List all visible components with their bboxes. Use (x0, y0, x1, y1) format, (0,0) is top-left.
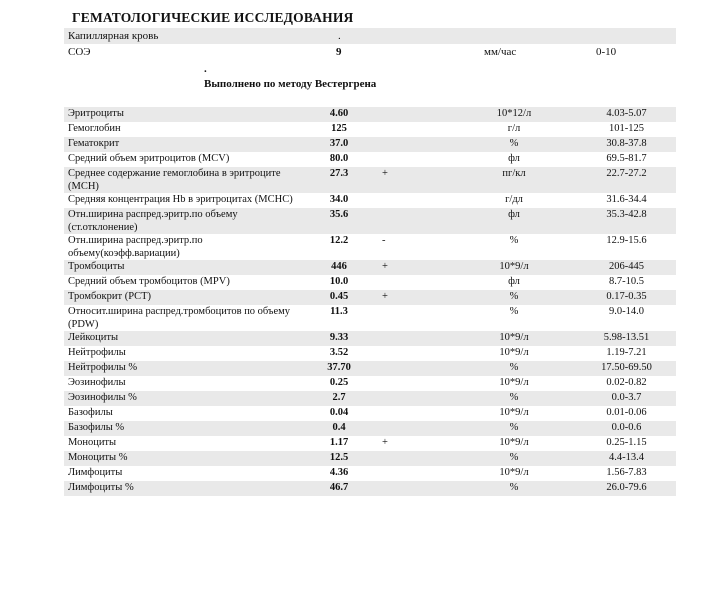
test-unit: фл (451, 208, 576, 234)
test-reference: 17.50-69.50 (576, 361, 676, 376)
result-row (64, 391, 676, 406)
test-name: Отн.ширина распред.эритр.по объему (ст.отклонение) (64, 208, 299, 234)
test-unit: пг/кл (451, 167, 576, 193)
test-flag: + (378, 260, 451, 275)
test-name: Лимфоциты % (64, 481, 299, 496)
test-value: 4.36 (329, 467, 349, 478)
test-name: Гематокрит (64, 137, 299, 152)
test-name: Гемоглобин (68, 123, 121, 134)
test-flag: + (378, 290, 451, 305)
test-reference: 4.4-13.4 (576, 451, 676, 466)
test-value: 80.0 (329, 153, 349, 164)
esr-unit: мм/час (484, 46, 517, 58)
test-reference: 69.5-81.7 (606, 153, 647, 164)
test-flag (378, 376, 451, 391)
test-reference: 206-445 (576, 260, 676, 275)
test-flag (378, 208, 451, 234)
test-unit: % (451, 361, 576, 376)
test-flag (378, 137, 451, 152)
test-reference: 101-125 (609, 123, 644, 134)
test-value: 0.04 (329, 407, 349, 418)
test-flag: + (382, 437, 388, 448)
test-unit: 10*9/л (499, 377, 529, 388)
result-row (64, 421, 676, 436)
result-row (64, 466, 676, 481)
test-value: 0.25 (329, 377, 349, 388)
test-flag (378, 451, 451, 466)
test-reference: 30.8-37.8 (576, 137, 676, 152)
test-value: 46.7 (299, 481, 378, 496)
esr-value: 9 (336, 46, 342, 58)
result-row (64, 481, 676, 496)
test-unit: % (509, 235, 519, 246)
result-row (64, 290, 676, 305)
test-value: 35.6 (299, 208, 378, 234)
test-unit: % (451, 391, 576, 406)
result-row (64, 167, 676, 193)
test-flag (378, 122, 451, 137)
result-row (64, 331, 676, 346)
sample-mark: . (338, 30, 341, 42)
test-reference: 0.0-3.7 (576, 391, 676, 406)
report-title: ГЕМАТОЛОГИЧЕСКИЕ ИССЛЕДОВАНИЯ (72, 10, 354, 25)
test-name: Нейтрофилы % (64, 361, 299, 376)
result-row (64, 193, 676, 208)
test-reference: 0.0-0.6 (576, 421, 676, 436)
test-reference: 0.17-0.35 (576, 290, 676, 305)
method-mark: . (204, 63, 207, 75)
results-table (64, 107, 676, 496)
test-unit: 10*9/л (499, 467, 529, 478)
test-flag (378, 481, 451, 496)
test-reference: 1.19-7.21 (606, 347, 647, 358)
test-name: Средняя концентрация Hb в эритроцитах (MCHC) (68, 194, 293, 205)
test-reference: 0.25-1.15 (606, 437, 647, 448)
result-row (64, 451, 676, 466)
test-reference: 35.3-42.8 (576, 208, 676, 234)
test-unit: % (451, 290, 576, 305)
test-value: 1.17 (329, 437, 349, 448)
test-name: Нейтрофилы (68, 347, 126, 358)
test-name: Базофилы % (64, 421, 299, 436)
test-flag (378, 421, 451, 436)
test-reference: 5.98-13.51 (576, 331, 676, 346)
test-reference: 4.03-5.07 (576, 107, 676, 122)
result-row (64, 152, 676, 167)
result-row (64, 376, 676, 391)
test-flag: - (382, 235, 386, 246)
result-row (64, 305, 676, 331)
test-flag (378, 275, 451, 290)
test-reference: 0.01-0.06 (606, 407, 647, 418)
test-flag: + (378, 167, 451, 193)
test-unit: % (451, 137, 576, 152)
test-flag (378, 331, 451, 346)
test-name: Тромбокрит (PCT) (64, 290, 299, 305)
test-reference: 9.0-14.0 (609, 306, 644, 317)
test-name: Отн.ширина распред.эритр.по объему(коэфф.вариации) (68, 235, 203, 259)
test-name: Эозинофилы (68, 377, 126, 388)
test-reference: 8.7-10.5 (609, 276, 644, 287)
result-row (64, 107, 676, 122)
test-name: Относит.ширина распред.тромбоцитов по объему (PDW) (68, 306, 290, 330)
test-unit: г/л (507, 123, 521, 134)
result-row (64, 122, 676, 137)
test-reference: 1.56-7.83 (606, 467, 647, 478)
test-name: Базофилы (68, 407, 113, 418)
test-name: Эритроциты (64, 107, 299, 122)
test-flag (378, 305, 451, 331)
test-unit: % (451, 421, 576, 436)
test-unit: 10*9/л (451, 331, 576, 346)
test-value: 0.45 (299, 290, 378, 305)
test-value: 2.7 (299, 391, 378, 406)
test-reference: 31.6-34.4 (606, 194, 647, 205)
test-value: 27.3 (299, 167, 378, 193)
sample-type: Капиллярная кровь (68, 30, 159, 42)
test-reference: 12.9-15.6 (606, 235, 647, 246)
result-row (64, 406, 676, 421)
test-unit: 10*9/л (499, 407, 529, 418)
test-unit: % (509, 306, 519, 317)
result-row (64, 436, 676, 451)
result-row (64, 208, 676, 234)
method-note: Выполнено по методу Вестергрена (204, 78, 377, 90)
result-row (64, 260, 676, 275)
test-name: Эозинофилы % (64, 391, 299, 406)
test-value: 11.3 (330, 306, 348, 317)
test-name: Средний объем эритроцитов (MCV) (68, 153, 230, 164)
test-value: 37.0 (299, 137, 378, 152)
test-value: 34.0 (329, 194, 349, 205)
test-flag (378, 466, 451, 481)
test-reference: 22.7-27.2 (576, 167, 676, 193)
test-name: Лейкоциты (64, 331, 299, 346)
test-reference: 26.0-79.6 (576, 481, 676, 496)
result-row (64, 234, 676, 260)
result-row (64, 361, 676, 376)
result-row (64, 346, 676, 361)
test-unit: 10*9/л (451, 260, 576, 275)
esr-name: СОЭ (68, 46, 91, 58)
test-value: 12.2 (329, 235, 349, 246)
test-reference: 0.02-0.82 (606, 377, 647, 388)
test-value: 12.5 (299, 451, 378, 466)
result-row (64, 275, 676, 290)
result-row (64, 137, 676, 152)
test-value: 446 (299, 260, 378, 275)
test-value: 10.0 (329, 276, 349, 287)
test-value: 125 (331, 123, 347, 134)
test-unit: 10*9/л (499, 437, 529, 448)
test-value: 9.33 (299, 331, 378, 346)
test-name: Моноциты (68, 437, 117, 448)
test-flag (378, 107, 451, 122)
esr-row (64, 44, 676, 60)
test-name: Среднее содержание гемоглобина в эритроците (MCH) (64, 167, 299, 193)
test-flag (378, 406, 451, 421)
test-name: Тромбоциты (64, 260, 299, 275)
test-value: 0.4 (299, 421, 378, 436)
test-value: 37.70 (299, 361, 378, 376)
test-value: 4.60 (299, 107, 378, 122)
test-unit: % (451, 481, 576, 496)
test-unit: % (451, 451, 576, 466)
test-unit: фл (508, 276, 520, 287)
test-unit: 10*12/л (451, 107, 576, 122)
test-flag (378, 152, 451, 167)
test-unit: г/дл (505, 194, 523, 205)
test-value: 3.52 (329, 347, 349, 358)
esr-ref: 0-10 (596, 46, 617, 58)
test-flag (378, 391, 451, 406)
test-flag (378, 193, 451, 208)
test-unit: фл (508, 153, 520, 164)
test-flag (378, 346, 451, 361)
test-name: Лимфоциты (68, 467, 123, 478)
sample-row (64, 28, 676, 44)
sample-header (64, 28, 676, 60)
test-unit: 10*9/л (499, 347, 529, 358)
test-flag (378, 361, 451, 376)
test-name: Моноциты % (64, 451, 299, 466)
test-name: Средний объем тромбоцитов (MPV) (68, 276, 230, 287)
